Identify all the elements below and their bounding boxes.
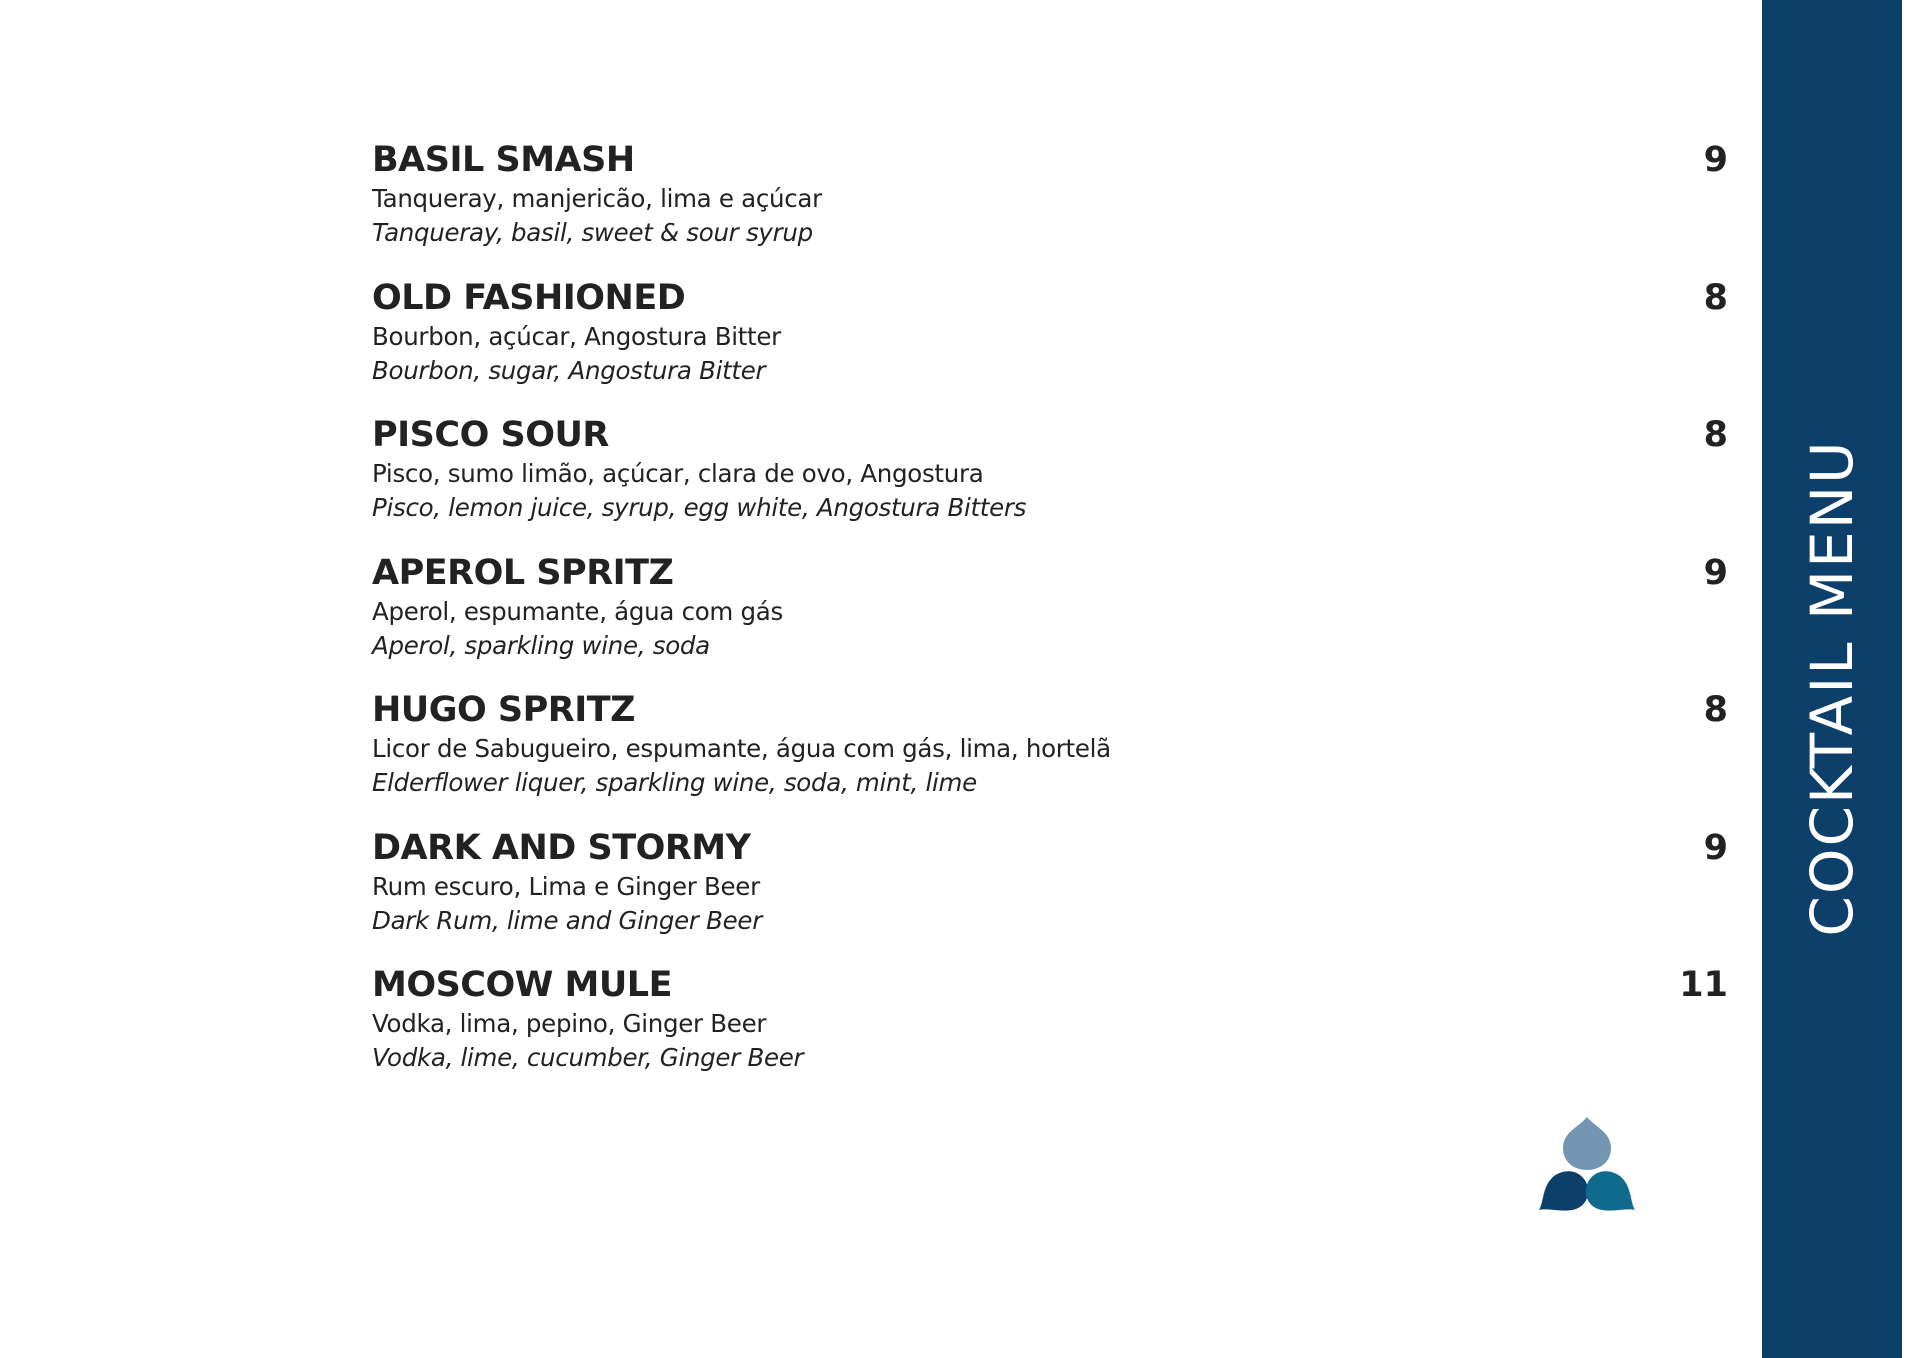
- item-description-pt: Bourbon, açúcar, Angostura Bitter: [372, 321, 781, 351]
- item-name: BASIL SMASH: [372, 140, 635, 180]
- sidebar-banner: [1762, 0, 1902, 1358]
- item-description-pt: Licor de Sabugueiro, espumante, água com gás, lima, hortelã: [372, 734, 1111, 763]
- item-price: 9: [1703, 552, 1728, 593]
- item-name: HUGO SPRITZ: [372, 690, 635, 730]
- item-description-pt: Tanqueray, manjericão, lima e açúcar: [372, 184, 822, 213]
- item-price: 8: [1703, 415, 1728, 455]
- item-description-pt: Pisco, sumo limão, açúcar, clara de ovo, Angostura: [372, 459, 984, 488]
- menu-item-old-fashioned: [372, 276, 1728, 414]
- item-name: OLD FASHIONED: [372, 277, 686, 318]
- item-description-en: Tanqueray, basil, sweet & sour syrup: [372, 218, 813, 247]
- item-description-en: Vodka, lime, cucumber, Ginger Beer: [372, 1043, 804, 1072]
- menu-item-dark-and-stormy: [372, 826, 1728, 964]
- item-description-en: Pisco, lemon juice, syrup, egg white, Angostura Bitters: [372, 493, 1027, 522]
- item-description-en: Dark Rum, lime and Ginger Beer: [372, 905, 762, 935]
- item-price: 8: [1703, 277, 1728, 318]
- cocktail-list: [372, 138, 1728, 1101]
- item-description-pt: Aperol, espumante, água com gás: [372, 596, 783, 626]
- menu-item-aperol-spritz: [372, 551, 1728, 689]
- menu-item-pisco-sour: [372, 413, 1728, 551]
- item-description-en: Elderflower liquer, sparkling wine, soda, mint, lime: [372, 768, 977, 797]
- item-price: 9: [1703, 827, 1728, 868]
- item-name: MOSCOW MULE: [372, 965, 672, 1005]
- menu-item-basil-smash: [372, 138, 1728, 276]
- item-price: 8: [1703, 690, 1728, 730]
- item-description-en: Aperol, sparkling wine, soda: [372, 630, 710, 660]
- item-name: PISCO SOUR: [372, 415, 609, 455]
- item-description-en: Bourbon, sugar, Angostura Bitter: [372, 355, 766, 385]
- menu-item-moscow-mule: [372, 963, 1728, 1101]
- item-name: APEROL SPRITZ: [372, 552, 674, 593]
- item-description-pt: Vodka, lima, pepino, Ginger Beer: [372, 1009, 767, 1038]
- item-price: 11: [1679, 965, 1728, 1005]
- item-name: DARK AND STORMY: [372, 827, 751, 868]
- three-petal-logo-icon: [1532, 1112, 1642, 1216]
- item-price: 9: [1703, 140, 1728, 180]
- sidebar-title: COCKTAIL MENU: [1798, 439, 1866, 937]
- item-description-pt: Rum escuro, Lima e Ginger Beer: [372, 871, 760, 901]
- menu-item-hugo-spritz: [372, 688, 1728, 826]
